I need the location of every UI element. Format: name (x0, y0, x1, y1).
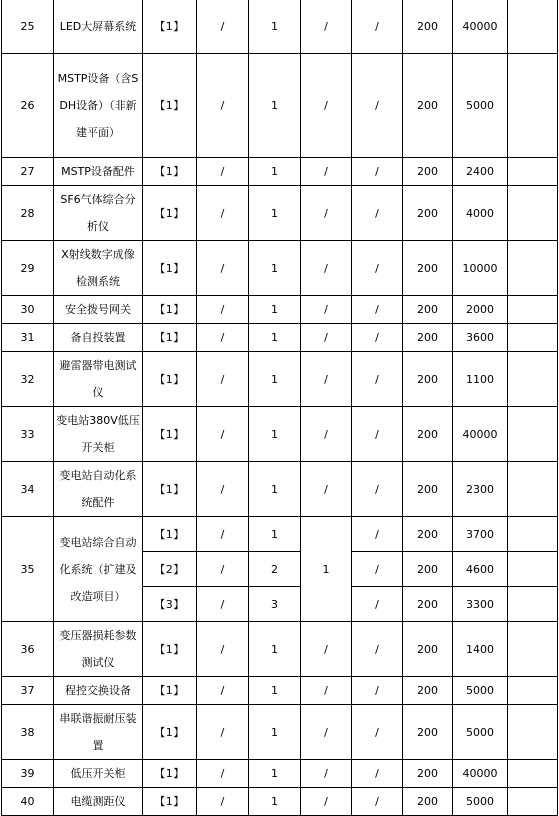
lot-code-cell: 【1】 (143, 352, 197, 407)
fee-cell: 200 (403, 677, 453, 705)
value-cell: / (301, 0, 352, 54)
item-name-cell: 电缆测距仪 (54, 788, 143, 816)
value-cell: / (352, 296, 403, 324)
row-number-cell: 39 (2, 760, 54, 788)
lot-code-cell: 【3】 (143, 587, 197, 622)
quantity-cell: 1 (249, 54, 301, 158)
quantity-cell: 2 (249, 552, 301, 587)
empty-cell (508, 241, 558, 296)
value-cell: / (197, 552, 249, 587)
quantity-cell: 1 (249, 407, 301, 462)
empty-cell (508, 462, 558, 517)
quantity-cell: 1 (249, 241, 301, 296)
value-cell: / (197, 407, 249, 462)
table-row (2, 54, 558, 158)
item-name-cell: 串联谐振耐压装置 (54, 705, 143, 760)
quantity-cell: 1 (249, 462, 301, 517)
value-cell: / (301, 296, 352, 324)
empty-cell (508, 705, 558, 760)
amount-cell: 5000 (453, 677, 508, 705)
lot-code-cell: 【1】 (143, 407, 197, 462)
value-cell: / (301, 54, 352, 158)
lot-code-cell: 【1】 (143, 0, 197, 54)
amount-cell: 2000 (453, 296, 508, 324)
fee-cell: 200 (403, 705, 453, 760)
value-cell: / (197, 622, 249, 677)
quantity-cell: 1 (249, 760, 301, 788)
value-cell: / (197, 54, 249, 158)
amount-cell: 3300 (453, 587, 508, 622)
value-cell: 1 (301, 517, 352, 622)
value-cell: / (352, 622, 403, 677)
amount-cell: 40000 (453, 0, 508, 54)
quantity-cell: 1 (249, 788, 301, 816)
value-cell: / (301, 788, 352, 816)
table-row (2, 788, 558, 816)
table-row (2, 677, 558, 705)
lot-code-cell: 【1】 (143, 760, 197, 788)
value-cell: / (352, 517, 403, 552)
amount-cell: 3700 (453, 517, 508, 552)
quantity-cell: 3 (249, 587, 301, 622)
value-cell: / (301, 407, 352, 462)
value-cell: / (197, 324, 249, 352)
amount-cell: 4000 (453, 186, 508, 241)
row-number-cell: 31 (2, 324, 54, 352)
fee-cell: 200 (403, 788, 453, 816)
amount-cell: 2300 (453, 462, 508, 517)
row-number-cell: 30 (2, 296, 54, 324)
value-cell: / (197, 788, 249, 816)
row-number-cell: 35 (2, 517, 54, 622)
value-cell: / (197, 241, 249, 296)
value-cell: / (352, 0, 403, 54)
quantity-cell: 1 (249, 324, 301, 352)
value-cell: / (197, 0, 249, 54)
lot-code-cell: 【1】 (143, 54, 197, 158)
quantity-cell: 1 (249, 705, 301, 760)
value-cell: / (352, 352, 403, 407)
lot-code-cell: 【1】 (143, 296, 197, 324)
empty-cell (508, 760, 558, 788)
value-cell: / (301, 705, 352, 760)
fee-cell: 200 (403, 186, 453, 241)
table-row (2, 296, 558, 324)
value-cell: / (352, 705, 403, 760)
value-cell: / (197, 677, 249, 705)
value-cell: / (301, 324, 352, 352)
item-name-cell: 程控交换设备 (54, 677, 143, 705)
value-cell: / (301, 622, 352, 677)
value-cell: / (352, 186, 403, 241)
value-cell: / (352, 462, 403, 517)
table-row (2, 241, 558, 296)
lot-code-cell: 【1】 (143, 705, 197, 760)
value-cell: / (352, 760, 403, 788)
row-number-cell: 34 (2, 462, 54, 517)
item-name-cell: MSTP设备（含SDH设备）（非新建平面） (54, 54, 143, 158)
value-cell: / (301, 462, 352, 517)
table-row (2, 352, 558, 407)
row-number-cell: 37 (2, 677, 54, 705)
amount-cell: 5000 (453, 705, 508, 760)
lot-code-cell: 【2】 (143, 552, 197, 587)
value-cell: / (301, 186, 352, 241)
fee-cell: 200 (403, 0, 453, 54)
fee-cell: 200 (403, 622, 453, 677)
empty-cell (508, 54, 558, 158)
value-cell: / (301, 760, 352, 788)
row-number-cell: 29 (2, 241, 54, 296)
row-number-cell: 26 (2, 54, 54, 158)
value-cell: / (197, 296, 249, 324)
value-cell: / (352, 587, 403, 622)
amount-cell: 4600 (453, 552, 508, 587)
quantity-cell: 1 (249, 186, 301, 241)
fee-cell: 200 (403, 517, 453, 552)
amount-cell: 40000 (453, 407, 508, 462)
item-name-cell: 避雷器带电测试仪 (54, 352, 143, 407)
amount-cell: 3600 (453, 324, 508, 352)
empty-cell (508, 352, 558, 407)
empty-cell (508, 296, 558, 324)
value-cell: / (197, 705, 249, 760)
item-name-cell: SF6气体综合分析仪 (54, 186, 143, 241)
fee-cell: 200 (403, 760, 453, 788)
item-name-cell: 变电站自动化系统配件 (54, 462, 143, 517)
table-body (2, 0, 558, 816)
empty-cell (508, 0, 558, 54)
item-name-cell: 变电站380V低压开关柜 (54, 407, 143, 462)
fee-cell: 200 (403, 462, 453, 517)
value-cell: / (197, 158, 249, 186)
amount-cell: 1100 (453, 352, 508, 407)
empty-cell (508, 324, 558, 352)
empty-cell (508, 407, 558, 462)
amount-cell: 40000 (453, 760, 508, 788)
row-number-cell: 33 (2, 407, 54, 462)
value-cell: / (352, 158, 403, 186)
quantity-cell: 1 (249, 296, 301, 324)
item-name-cell: 变电站综合自动化系统（扩建及改造项目） (54, 517, 143, 622)
row-number-cell: 38 (2, 705, 54, 760)
empty-cell (508, 552, 558, 587)
lot-code-cell: 【1】 (143, 788, 197, 816)
fee-cell: 200 (403, 158, 453, 186)
quantity-cell: 1 (249, 0, 301, 54)
lot-code-cell: 【1】 (143, 324, 197, 352)
value-cell: / (352, 324, 403, 352)
empty-cell (508, 517, 558, 552)
value-cell: / (301, 241, 352, 296)
item-name-cell: X射线数字成像检测系统 (54, 241, 143, 296)
row-number-cell: 25 (2, 0, 54, 54)
lot-code-cell: 【1】 (143, 517, 197, 552)
amount-cell: 2400 (453, 158, 508, 186)
lot-code-cell: 【1】 (143, 462, 197, 517)
empty-cell (508, 158, 558, 186)
value-cell: / (197, 352, 249, 407)
table-row (2, 622, 558, 677)
fee-cell: 200 (403, 352, 453, 407)
item-name-cell: 变压器损耗参数测试仪 (54, 622, 143, 677)
amount-cell: 10000 (453, 241, 508, 296)
row-number-cell: 40 (2, 788, 54, 816)
table-row (2, 705, 558, 760)
item-name-cell: 安全拨号网关 (54, 296, 143, 324)
row-number-cell: 28 (2, 186, 54, 241)
value-cell: / (197, 462, 249, 517)
item-name-cell: LED大屏幕系统 (54, 0, 143, 54)
value-cell: / (352, 54, 403, 158)
quantity-cell: 1 (249, 517, 301, 552)
fee-cell: 200 (403, 324, 453, 352)
lot-code-cell: 【1】 (143, 241, 197, 296)
table-row (2, 186, 558, 241)
fee-cell: 200 (403, 241, 453, 296)
fee-cell: 200 (403, 587, 453, 622)
value-cell: / (352, 677, 403, 705)
empty-cell (508, 587, 558, 622)
procurement-table (1, 0, 558, 816)
empty-cell (508, 788, 558, 816)
table-row (2, 760, 558, 788)
value-cell: / (197, 517, 249, 552)
value-cell: / (352, 552, 403, 587)
lot-code-cell: 【1】 (143, 677, 197, 705)
value-cell: / (301, 352, 352, 407)
quantity-cell: 1 (249, 158, 301, 186)
lot-code-cell: 【1】 (143, 186, 197, 241)
table-row (2, 517, 558, 552)
empty-cell (508, 622, 558, 677)
value-cell: / (301, 158, 352, 186)
value-cell: / (301, 677, 352, 705)
amount-cell: 5000 (453, 54, 508, 158)
lot-code-cell: 【1】 (143, 158, 197, 186)
table-row (2, 324, 558, 352)
table-row (2, 462, 558, 517)
quantity-cell: 1 (249, 352, 301, 407)
item-name-cell: 低压开关柜 (54, 760, 143, 788)
empty-cell (508, 677, 558, 705)
quantity-cell: 1 (249, 622, 301, 677)
value-cell: / (352, 407, 403, 462)
quantity-cell: 1 (249, 677, 301, 705)
value-cell: / (352, 788, 403, 816)
value-cell: / (197, 760, 249, 788)
empty-cell (508, 186, 558, 241)
item-name-cell: MSTP设备配件 (54, 158, 143, 186)
row-number-cell: 36 (2, 622, 54, 677)
table-row (2, 0, 558, 54)
value-cell: / (197, 587, 249, 622)
row-number-cell: 32 (2, 352, 54, 407)
table-row (2, 158, 558, 186)
fee-cell: 200 (403, 296, 453, 324)
table-row (2, 407, 558, 462)
fee-cell: 200 (403, 54, 453, 158)
fee-cell: 200 (403, 552, 453, 587)
row-number-cell: 27 (2, 158, 54, 186)
amount-cell: 5000 (453, 788, 508, 816)
item-name-cell: 备自投装置 (54, 324, 143, 352)
lot-code-cell: 【1】 (143, 622, 197, 677)
value-cell: / (352, 241, 403, 296)
amount-cell: 1400 (453, 622, 508, 677)
value-cell: / (197, 186, 249, 241)
fee-cell: 200 (403, 407, 453, 462)
